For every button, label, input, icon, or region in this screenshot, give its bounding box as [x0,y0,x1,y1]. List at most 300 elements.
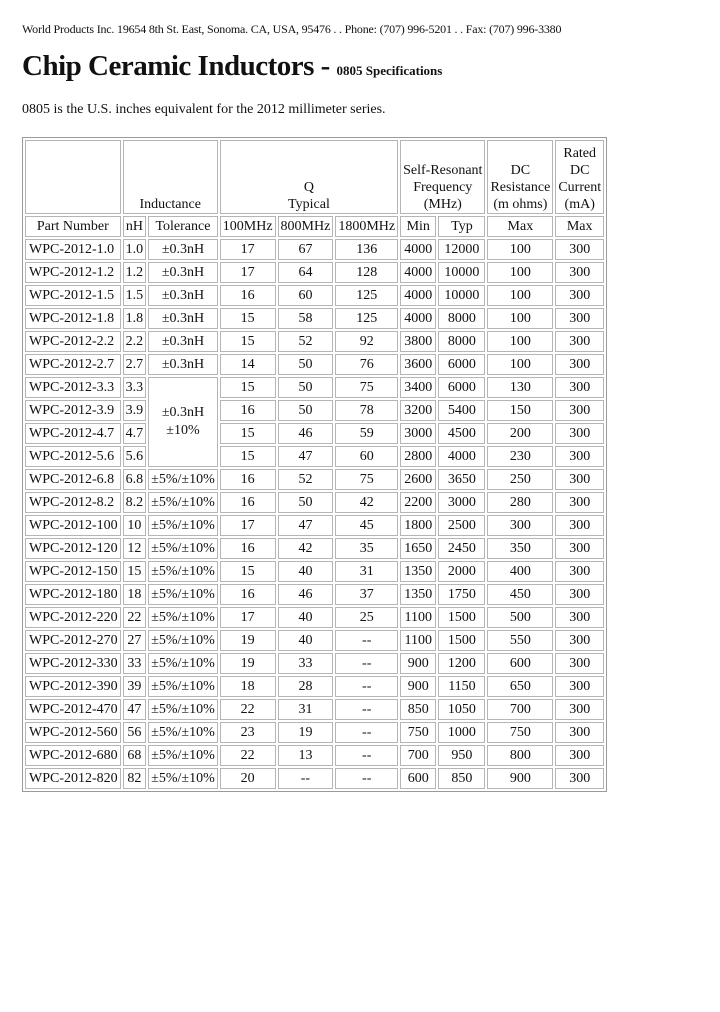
cell-part-number: WPC-2012-180 [25,584,121,605]
cell-srf-min: 1350 [400,561,436,582]
cell-q-100mhz: 22 [220,745,276,766]
table-row [25,423,604,444]
cell-q-1800mhz: 35 [335,538,398,559]
cell-part-number: WPC-2012-3.3 [25,377,121,398]
col-srf-typ: Typ [438,216,485,237]
cell-part-number: WPC-2012-1.5 [25,285,121,306]
cell-dcr-max: 130 [487,377,553,398]
cell-q-1800mhz: 125 [335,308,398,329]
cell-q-1800mhz: 25 [335,607,398,628]
col-current-max: Max [555,216,604,237]
header-dcr-l2: Resistance [490,180,551,195]
cell-tolerance: ±5%/±10% [148,584,218,605]
col-nh: nH [123,216,147,237]
cell-q-1800mhz: 75 [335,469,398,490]
cell-srf-typ: 1050 [438,699,485,720]
cell-srf-typ: 2450 [438,538,485,559]
cell-srf-min: 3400 [400,377,436,398]
cell-srf-min: 900 [400,653,436,674]
cell-current-max: 300 [555,584,604,605]
cell-srf-typ: 850 [438,768,485,789]
cell-q-800mhz: 60 [278,285,334,306]
cell-q-100mhz: 19 [220,630,276,651]
cell-nh: 68 [123,745,147,766]
cell-q-1800mhz: 75 [335,377,398,398]
cell-srf-min: 4000 [400,262,436,283]
cell-srf-typ: 6000 [438,377,485,398]
table-row [25,699,604,720]
cell-dcr-max: 100 [487,331,553,352]
cell-current-max: 300 [555,768,604,789]
cell-nh: 2.2 [123,331,147,352]
cell-tolerance: ±5%/±10% [148,676,218,697]
header-blank-part [25,140,121,214]
col-part-number: Part Number [25,216,121,237]
cell-part-number: WPC-2012-1.8 [25,308,121,329]
cell-part-number: WPC-2012-680 [25,745,121,766]
cell-q-1800mhz: -- [335,722,398,743]
cell-q-100mhz: 16 [220,538,276,559]
company-contact-line: World Products Inc. 19654 8th St. East, Sonoma. CA, USA, 95476 . . Phone: (707) 996-5201 . . Fax: (707) 996-3380 [22,22,562,36]
cell-nh: 22 [123,607,147,628]
table-row [25,768,604,789]
cell-nh: 39 [123,676,147,697]
cell-q-1800mhz: 136 [335,239,398,260]
header-inductance-label: Inductance [139,197,201,212]
table-row [25,745,604,766]
cell-q-100mhz: 16 [220,400,276,421]
cell-part-number: WPC-2012-6.8 [25,469,121,490]
header-q-label: Q [303,180,314,195]
cell-tolerance: ±0.3nH [148,331,218,352]
cell-q-100mhz: 14 [220,354,276,375]
cell-nh: 18 [123,584,147,605]
cell-q-800mhz: 50 [278,354,334,375]
cell-q-100mhz: 22 [220,699,276,720]
cell-srf-min: 4000 [400,285,436,306]
cell-srf-typ: 8000 [438,308,485,329]
cell-current-max: 300 [555,561,604,582]
cell-tolerance: ±5%/±10% [148,699,218,720]
cell-tolerance: ±5%/±10% [148,630,218,651]
cell-current-max: 300 [555,446,604,467]
cell-srf-typ: 5400 [438,400,485,421]
cell-current-max: 300 [555,653,604,674]
header-row-columns [25,216,604,237]
cell-q-100mhz: 15 [220,561,276,582]
cell-q-800mhz: 13 [278,745,334,766]
cell-q-1800mhz: 59 [335,423,398,444]
cell-tolerance: ±5%/±10% [148,561,218,582]
cell-tolerance: ±5%/±10% [148,768,218,789]
cell-nh: 1.5 [123,285,147,306]
cell-part-number: WPC-2012-470 [25,699,121,720]
cell-q-1800mhz: 60 [335,446,398,467]
cell-tolerance: ±5%/±10% [148,745,218,766]
cell-current-max: 300 [555,354,604,375]
cell-q-100mhz: 15 [220,331,276,352]
cell-q-1800mhz: -- [335,653,398,674]
cell-q-800mhz: 50 [278,377,334,398]
cell-nh: 1.8 [123,308,147,329]
cell-q-800mhz: 52 [278,469,334,490]
cell-q-1800mhz: -- [335,676,398,697]
cell-srf-typ: 1000 [438,722,485,743]
cell-dcr-max: 100 [487,239,553,260]
cell-tolerance: ±0.3nH [148,354,218,375]
cell-dcr-max: 150 [487,400,553,421]
cell-q-100mhz: 15 [220,446,276,467]
cell-current-max: 300 [555,630,604,651]
header-rated-l3: Current [558,180,602,195]
cell-dcr-max: 350 [487,538,553,559]
table-row [25,515,604,536]
cell-srf-min: 1350 [400,584,436,605]
cell-part-number: WPC-2012-220 [25,607,121,628]
cell-nh: 5.6 [123,446,147,467]
cell-current-max: 300 [555,377,604,398]
header-srf [400,140,485,214]
cell-srf-typ: 4500 [438,423,485,444]
cell-part-number: WPC-2012-5.6 [25,446,121,467]
cell-q-800mhz: 40 [278,630,334,651]
cell-q-800mhz: 47 [278,515,334,536]
cell-dcr-max: 280 [487,492,553,513]
cell-dcr-max: 800 [487,745,553,766]
cell-q-1800mhz: 92 [335,331,398,352]
cell-q-800mhz: 46 [278,584,334,605]
cell-srf-min: 750 [400,722,436,743]
cell-srf-typ: 3000 [438,492,485,513]
cell-dcr-max: 230 [487,446,553,467]
cell-q-100mhz: 23 [220,722,276,743]
table-row [25,400,604,421]
table-row [25,377,604,398]
cell-srf-typ: 1200 [438,653,485,674]
table-row [25,607,604,628]
cell-q-1800mhz: 37 [335,584,398,605]
cell-q-800mhz: 46 [278,423,334,444]
cell-dcr-max: 300 [487,515,553,536]
cell-nh: 15 [123,561,147,582]
cell-nh: 33 [123,653,147,674]
header-dcr-l3: (m ohms) [493,197,548,212]
cell-q-800mhz: 58 [278,308,334,329]
cell-srf-typ: 1150 [438,676,485,697]
cell-tolerance: ±0.3nH [148,285,218,306]
cell-current-max: 300 [555,239,604,260]
cell-part-number: WPC-2012-1.2 [25,262,121,283]
table-row [25,262,604,283]
col-q-800mhz: 800MHz [278,216,334,237]
cell-current-max: 300 [555,423,604,444]
table-row [25,239,604,260]
cell-tolerance: ±5%/±10% [148,515,218,536]
cell-nh: 1.0 [123,239,147,260]
table-row [25,492,604,513]
cell-tolerance: ±5%/±10% [148,492,218,513]
cell-dcr-max: 900 [487,768,553,789]
cell-dcr-max: 600 [487,653,553,674]
cell-srf-typ: 1500 [438,607,485,628]
cell-dcr-max: 250 [487,469,553,490]
header-dcr [487,140,553,214]
cell-srf-typ: 10000 [438,262,485,283]
cell-dcr-max: 100 [487,308,553,329]
cell-nh: 10 [123,515,147,536]
cell-part-number: WPC-2012-560 [25,722,121,743]
cell-current-max: 300 [555,400,604,421]
cell-nh: 2.7 [123,354,147,375]
cell-q-1800mhz: 42 [335,492,398,513]
col-q-1800mhz: 1800MHz [335,216,398,237]
cell-nh: 82 [123,768,147,789]
cell-part-number: WPC-2012-150 [25,561,121,582]
header-rated-l2: DC [569,163,590,178]
table-row [25,354,604,375]
cell-part-number: WPC-2012-120 [25,538,121,559]
cell-tolerance: ±0.3nH [148,239,218,260]
cell-srf-min: 850 [400,699,436,720]
page-subtitle: 0805 is the U.S. inches equivalent for the 2012 millimeter series. [22,102,386,117]
cell-srf-typ: 1500 [438,630,485,651]
header-srf-l3: (MHz) [423,197,462,212]
cell-nh: 12 [123,538,147,559]
table-row [25,469,604,490]
cell-current-max: 300 [555,308,604,329]
cell-current-max: 300 [555,262,604,283]
cell-part-number: WPC-2012-330 [25,653,121,674]
cell-q-1800mhz: 125 [335,285,398,306]
cell-nh: 8.2 [123,492,147,513]
cell-q-800mhz: 19 [278,722,334,743]
cell-srf-min: 2800 [400,446,436,467]
cell-nh: 47 [123,699,147,720]
cell-q-800mhz: 40 [278,607,334,628]
cell-q-1800mhz: 128 [335,262,398,283]
cell-srf-min: 2600 [400,469,436,490]
cell-dcr-max: 100 [487,285,553,306]
cell-q-1800mhz: 78 [335,400,398,421]
cell-nh: 3.3 [123,377,147,398]
cell-current-max: 300 [555,676,604,697]
cell-part-number: WPC-2012-2.2 [25,331,121,352]
cell-current-max: 300 [555,745,604,766]
cell-current-max: 300 [555,515,604,536]
cell-dcr-max: 700 [487,699,553,720]
table-row [25,676,604,697]
cell-srf-typ: 8000 [438,331,485,352]
cell-q-1800mhz: -- [335,630,398,651]
cell-q-100mhz: 17 [220,262,276,283]
cell-q-100mhz: 17 [220,515,276,536]
table-row [25,331,604,352]
cell-nh: 4.7 [123,423,147,444]
cell-srf-typ: 1750 [438,584,485,605]
cell-current-max: 300 [555,538,604,559]
cell-q-100mhz: 16 [220,584,276,605]
cell-q-100mhz: 15 [220,377,276,398]
cell-q-800mhz: 52 [278,331,334,352]
cell-part-number: WPC-2012-390 [25,676,121,697]
cell-dcr-max: 100 [487,262,553,283]
table-row [25,561,604,582]
table-row [25,653,604,674]
title-main: Chip Ceramic Inductors - [22,50,337,82]
cell-current-max: 300 [555,331,604,352]
cell-srf-typ: 3650 [438,469,485,490]
header-row-group [25,140,604,214]
cell-dcr-max: 550 [487,630,553,651]
header-q-sub: Typical [288,197,330,212]
page-title [22,50,442,83]
cell-srf-min: 600 [400,768,436,789]
cell-nh: 6.8 [123,469,147,490]
cell-srf-typ: 2500 [438,515,485,536]
cell-part-number: WPC-2012-3.9 [25,400,121,421]
cell-nh: 56 [123,722,147,743]
table-row [25,285,604,306]
cell-q-1800mhz: 31 [335,561,398,582]
header-rated-l1: Rated [563,146,597,161]
col-q-100mhz: 100MHz [220,216,276,237]
cell-srf-typ: 6000 [438,354,485,375]
cell-srf-typ: 10000 [438,285,485,306]
cell-srf-typ: 12000 [438,239,485,260]
cell-q-800mhz: 50 [278,400,334,421]
cell-part-number: WPC-2012-820 [25,768,121,789]
table-row [25,446,604,467]
cell-tolerance-merged [148,377,218,467]
cell-q-1800mhz: -- [335,699,398,720]
cell-tolerance: ±0.3nH [148,262,218,283]
cell-dcr-max: 750 [487,722,553,743]
cell-q-100mhz: 16 [220,285,276,306]
col-srf-min: Min [400,216,436,237]
cell-part-number: WPC-2012-1.0 [25,239,121,260]
cell-part-number: WPC-2012-4.7 [25,423,121,444]
title-sub: 0805 Specifications [336,63,443,78]
cell-current-max: 300 [555,699,604,720]
cell-q-800mhz: 40 [278,561,334,582]
cell-nh: 3.9 [123,400,147,421]
cell-q-1800mhz: 45 [335,515,398,536]
cell-q-800mhz: 31 [278,699,334,720]
cell-dcr-max: 650 [487,676,553,697]
cell-dcr-max: 200 [487,423,553,444]
cell-q-800mhz: 67 [278,239,334,260]
cell-srf-min: 1100 [400,607,436,628]
cell-q-800mhz: 50 [278,492,334,513]
cell-part-number: WPC-2012-270 [25,630,121,651]
cell-dcr-max: 100 [487,354,553,375]
cell-q-1800mhz: -- [335,745,398,766]
header-rated [555,140,604,214]
cell-srf-min: 3800 [400,331,436,352]
cell-tolerance: ±0.3nH [148,308,218,329]
cell-srf-min: 1800 [400,515,436,536]
cell-srf-typ: 4000 [438,446,485,467]
cell-q-100mhz: 16 [220,469,276,490]
col-dcr-max: Max [487,216,553,237]
cell-current-max: 300 [555,492,604,513]
cell-q-800mhz: 28 [278,676,334,697]
table-row [25,308,604,329]
header-srf-l2: Frequency [413,180,473,195]
cell-part-number: WPC-2012-8.2 [25,492,121,513]
cell-tolerance-merged-line1: ±0.3nH [161,405,205,420]
table-row [25,538,604,559]
cell-part-number: WPC-2012-100 [25,515,121,536]
table-row [25,630,604,651]
cell-q-800mhz: -- [278,768,334,789]
cell-q-800mhz: 42 [278,538,334,559]
cell-srf-typ: 2000 [438,561,485,582]
col-tolerance: Tolerance [148,216,218,237]
cell-q-800mhz: 64 [278,262,334,283]
cell-dcr-max: 450 [487,584,553,605]
spec-table [22,137,607,792]
table-row [25,584,604,605]
cell-srf-min: 900 [400,676,436,697]
cell-q-100mhz: 15 [220,308,276,329]
header-q [220,140,398,214]
header-srf-l1: Self-Resonant [403,163,483,178]
cell-srf-min: 1650 [400,538,436,559]
cell-srf-min: 700 [400,745,436,766]
cell-q-1800mhz: -- [335,768,398,789]
cell-srf-min: 3000 [400,423,436,444]
cell-srf-typ: 950 [438,745,485,766]
cell-tolerance: ±5%/±10% [148,469,218,490]
cell-current-max: 300 [555,722,604,743]
cell-tolerance: ±5%/±10% [148,607,218,628]
cell-q-100mhz: 15 [220,423,276,444]
cell-tolerance: ±5%/±10% [148,653,218,674]
cell-q-800mhz: 33 [278,653,334,674]
cell-srf-min: 3200 [400,400,436,421]
header-rated-l4: (mA) [564,197,595,212]
cell-srf-min: 4000 [400,239,436,260]
cell-q-100mhz: 17 [220,239,276,260]
cell-q-100mhz: 17 [220,607,276,628]
cell-srf-min: 1100 [400,630,436,651]
cell-srf-min: 3600 [400,354,436,375]
header-inductance [123,140,218,214]
cell-current-max: 300 [555,607,604,628]
cell-tolerance: ±5%/±10% [148,722,218,743]
cell-part-number: WPC-2012-2.7 [25,354,121,375]
cell-q-100mhz: 20 [220,768,276,789]
cell-current-max: 300 [555,469,604,490]
header-dcr-l1: DC [510,163,531,178]
cell-tolerance-merged-line2: ±10% [166,423,200,438]
cell-dcr-max: 400 [487,561,553,582]
cell-q-100mhz: 16 [220,492,276,513]
cell-srf-min: 2200 [400,492,436,513]
cell-q-100mhz: 19 [220,653,276,674]
cell-q-1800mhz: 76 [335,354,398,375]
cell-nh: 27 [123,630,147,651]
table-row [25,722,604,743]
cell-nh: 1.2 [123,262,147,283]
cell-dcr-max: 500 [487,607,553,628]
cell-q-100mhz: 18 [220,676,276,697]
cell-q-800mhz: 47 [278,446,334,467]
cell-tolerance: ±5%/±10% [148,538,218,559]
cell-srf-min: 4000 [400,308,436,329]
cell-current-max: 300 [555,285,604,306]
